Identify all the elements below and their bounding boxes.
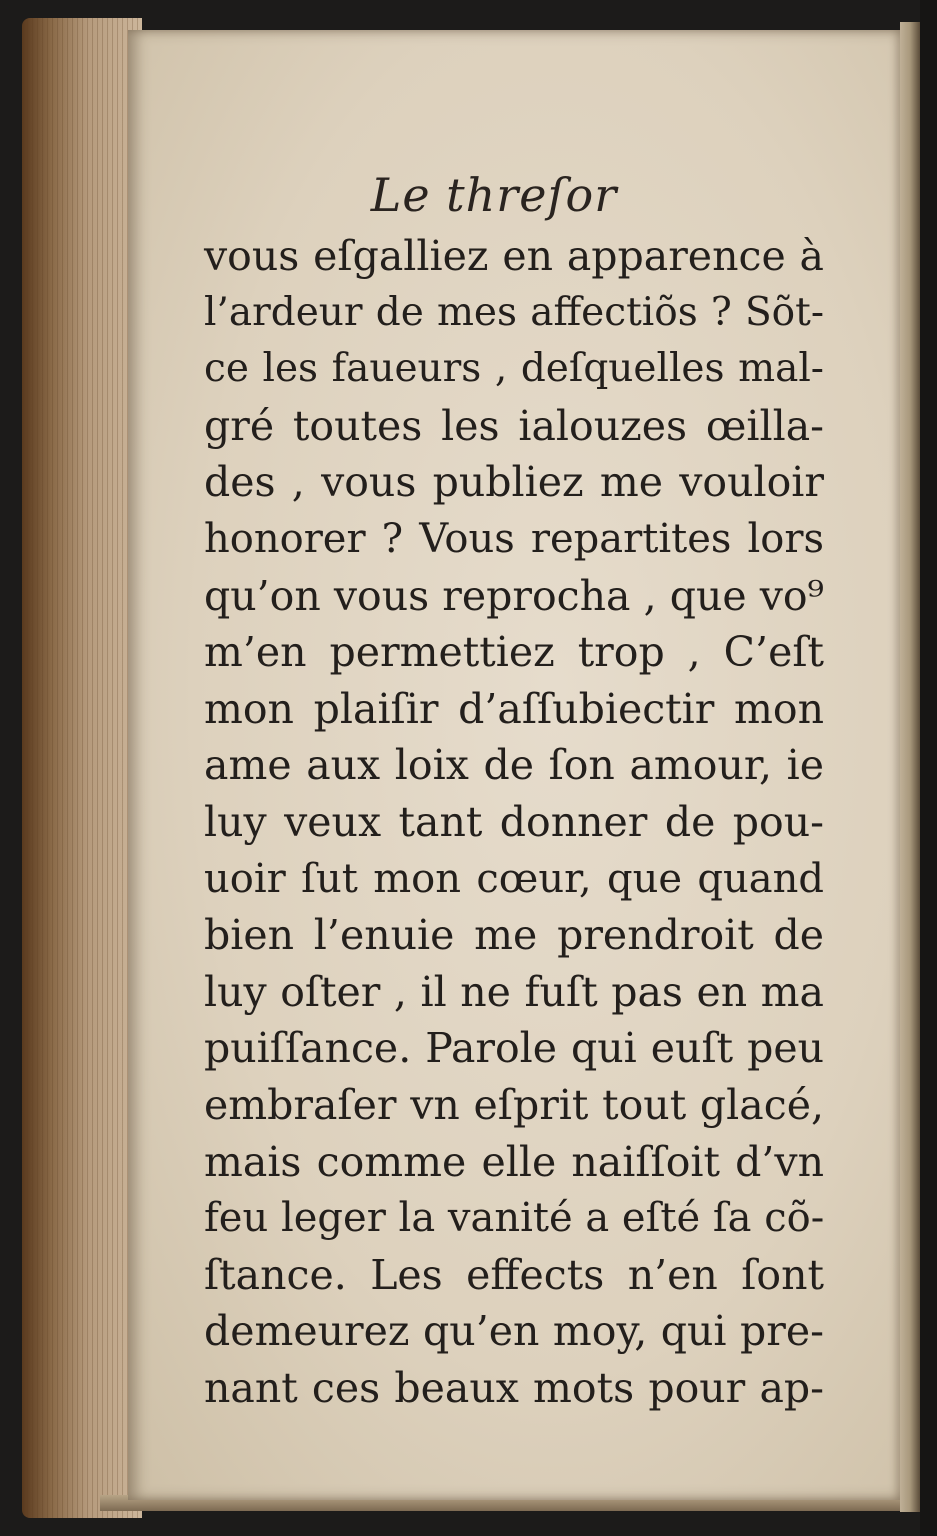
running-head: [128, 168, 900, 222]
book-page: [128, 30, 900, 1500]
text-line: nant ces beaux mots pour ap-: [204, 1363, 824, 1412]
text-line: des , vous publiez me vouloir: [204, 458, 824, 507]
text-line: luy veux tant donner de pou-: [204, 797, 824, 846]
book-fore-edge: [22, 18, 142, 1518]
background-strip: [920, 0, 937, 1536]
text-line: mon plaiſir d’aſſubiectir mon: [204, 684, 824, 733]
text-line: luy oſter , il ne fuſt pas en ma: [204, 967, 824, 1016]
text-line: embraſer vn eſprit tout glacé,: [204, 1080, 824, 1129]
text-line: puiſſance. Parole qui euſt peu: [204, 1024, 824, 1073]
text-line: mais comme elle naiſſoit d’vn: [204, 1137, 824, 1186]
text-line: vous eſgalliez en apparence à: [204, 232, 824, 280]
running-head-text: Le threſor: [370, 168, 618, 222]
book-gutter-edge: [900, 22, 920, 1512]
page-body-text: [204, 228, 824, 1416]
text-line: qu’on vous reprocha , que vo⁹: [204, 571, 824, 620]
text-line: uoir ſut mon cœur, que quand: [204, 855, 824, 902]
text-line: m’en permettiez trop , C’eſt: [204, 628, 824, 677]
text-line: demeurez qu’en moy, qui pre-: [204, 1307, 824, 1356]
text-line: ſtance. Les effects n’en ſont: [204, 1250, 824, 1299]
text-line: l’ardeur de mes affectiõs ? Sõt-: [204, 289, 824, 335]
text-line: ame aux loix de ſon amour, ie: [204, 741, 824, 790]
text-line: ce les faueurs , deſquelles mal-: [204, 346, 824, 392]
text-line: gré toutes les ialouzes œilla-: [204, 401, 824, 450]
text-line: honorer ? Vous repartites lors: [204, 515, 824, 562]
text-line: feu leger la vanité a eſté ſa cõ-: [204, 1195, 825, 1242]
text-line: bien l’enuie me prendroit de: [204, 911, 824, 960]
